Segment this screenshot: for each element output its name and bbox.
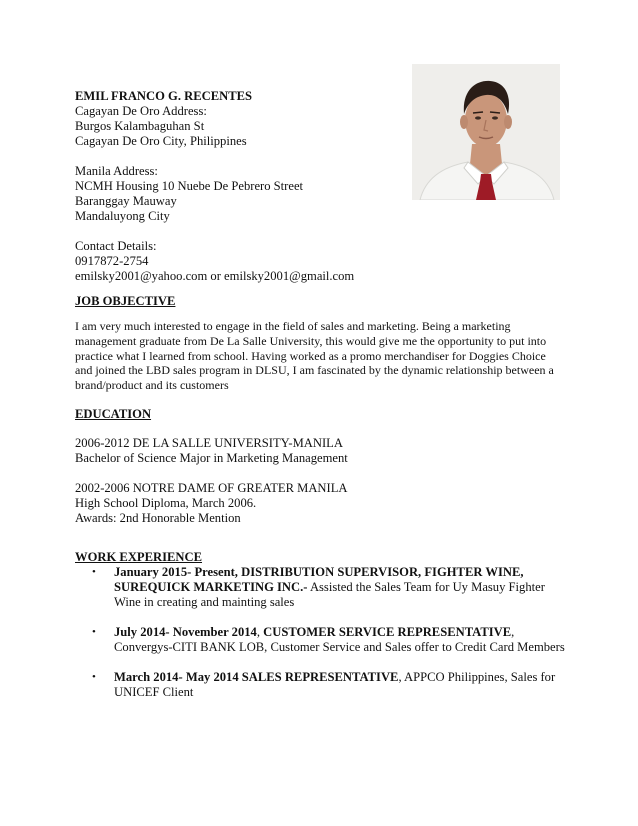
company-name: SUREQUICK MARKETING INC.-	[114, 579, 308, 594]
spacer	[75, 309, 575, 319]
cdo-address-line: Burgos Kalambaguhan St	[75, 119, 205, 133]
objective-heading: JOB OBJECTIVE	[75, 294, 176, 308]
work-heading: WORK EXPERIENCE	[75, 549, 203, 564]
punctuation: ,	[511, 624, 515, 639]
highschool-awards: Awards: 2nd Honorable Mention	[75, 510, 241, 525]
spacer	[75, 526, 575, 550]
highschool-diploma: High School Diploma, March 2006.	[75, 495, 257, 510]
spacer	[75, 466, 575, 481]
job-description-line: UNICEF Client	[114, 684, 194, 699]
education-heading: EDUCATION	[75, 406, 152, 421]
job-position: CUSTOMER SERVICE REPRESENTATIVE	[263, 624, 512, 639]
job-dates-position: March 2014- May 2014 SALES REPRESENTATIVE	[114, 669, 399, 684]
separator: ,	[256, 624, 264, 639]
bullet-icon: •	[92, 565, 96, 578]
resume-content	[75, 89, 575, 715]
objective-line: I am very much interested to engage in the field of sales and marketing. Being a marketing	[75, 319, 511, 333]
cdo-address-line: Cagayan De Oro City, Philippines	[75, 134, 247, 148]
phone-number: 0917872-2754	[75, 254, 149, 268]
job-description: Assisted the Sales Team for Uy Masuy Fighter	[307, 579, 545, 594]
job-dates: July 2014- November 2014	[114, 624, 257, 639]
applicant-name: EMIL FRANCO G. RECENTES	[75, 89, 253, 103]
contact-label: Contact Details:	[75, 239, 157, 253]
bullet-icon: •	[92, 625, 96, 638]
list-item	[75, 565, 575, 610]
list-item	[75, 625, 575, 655]
job-title-line	[114, 670, 575, 685]
email-addresses: emilsky2001@yahoo.com or emilsky2001@gmail.com	[75, 269, 355, 283]
job-description-line	[114, 580, 575, 595]
job-title-line: January 2015- Present, DISTRIBUTION SUPERVISOR, FIGHTER WINE,	[114, 564, 524, 579]
job-description-line: Wine in creating and mainting sales	[114, 594, 295, 609]
college-entry: 2006-2012 DE LA SALLE UNIVERSITY-MANILA	[75, 435, 343, 450]
manila-address-line: Mandaluyong City	[75, 209, 170, 223]
work-list	[75, 565, 575, 700]
spacer	[75, 224, 575, 239]
job-employer: , APPCO Philippines, Sales for	[398, 669, 556, 684]
objective-line: brand/product and its customers	[75, 378, 229, 393]
manila-address-line: Baranggay Mauway	[75, 194, 177, 208]
spacer	[75, 149, 575, 164]
manila-address-line: NCMH Housing 10 Nuebe De Pebrero Street	[75, 179, 304, 193]
cdo-address-label: Cagayan De Oro Address:	[75, 104, 207, 118]
spacer	[75, 284, 575, 294]
objective-line: practice what I learned from school. Having worked as a promo merchandiser for Doggies Choice	[75, 348, 546, 363]
spacer	[75, 422, 575, 436]
spacer	[75, 393, 575, 407]
list-item	[75, 670, 575, 700]
job-description-line: Convergys-CITI BANK LOB, Customer Service and Sales offer to Credit Card Members	[114, 639, 565, 654]
objective-line: management graduate from De La Salle University, this would give me the opportunity to put into	[75, 333, 547, 348]
job-title-line	[114, 625, 575, 640]
highschool-entry: 2002-2006 NOTRE DAME OF GREATER MANILA	[75, 480, 348, 495]
bullet-icon: •	[92, 670, 96, 683]
college-degree: Bachelor of Science Major in Marketing Management	[75, 450, 348, 465]
objective-paragraph	[75, 319, 575, 393]
objective-line: and joined the LBD sales program in DLSU, I am fascinated by the dynamic relationship between a	[75, 363, 554, 378]
manila-address-label: Manila Address:	[75, 164, 158, 178]
